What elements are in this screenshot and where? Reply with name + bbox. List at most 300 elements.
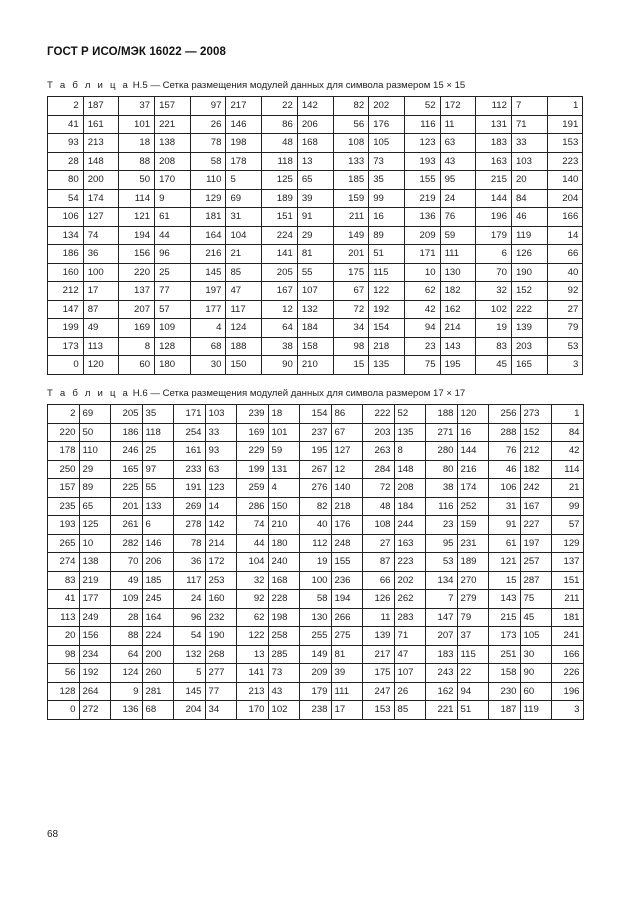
table-cell: 66: [547, 245, 583, 264]
table-cell: 99: [369, 189, 405, 208]
table-cell: 54: [48, 189, 84, 208]
table-cell: 281: [142, 682, 174, 701]
table-cell: 279: [457, 590, 489, 609]
table-cell: 109: [111, 590, 143, 609]
table-cell: 270: [457, 571, 489, 590]
table-cell: 224: [142, 627, 174, 646]
table-cell: 252: [457, 497, 489, 516]
table-cell: 83: [48, 571, 80, 590]
table-cell: 60: [520, 682, 552, 701]
table-cell: 171: [174, 405, 206, 424]
table-cell: 17: [83, 282, 119, 301]
table-cell: 221: [155, 115, 191, 134]
table-cell: 17: [331, 701, 363, 720]
table-cell: 123: [404, 134, 440, 153]
table-cell: 249: [79, 608, 111, 627]
table-cell: 170: [237, 701, 269, 720]
table-cell: 178: [226, 152, 262, 171]
table-cell: 34: [205, 701, 237, 720]
table-cell: 191: [547, 115, 583, 134]
table-cell: 95: [440, 171, 476, 190]
table-cell: 184: [394, 497, 426, 516]
table-cell: 131: [268, 460, 300, 479]
table-cell: 3: [547, 356, 583, 375]
table-cell: 58: [300, 590, 332, 609]
table-cell: 248: [331, 534, 363, 553]
table-cell: 9: [111, 682, 143, 701]
table-row: [48, 115, 583, 134]
table-cell: 0: [48, 356, 84, 375]
table-cell: 215: [489, 608, 521, 627]
table-cell: 142: [297, 97, 333, 116]
table-row: [48, 152, 583, 171]
table-cell: 119: [520, 701, 552, 720]
table-cell: 198: [268, 608, 300, 627]
table-cell: 114: [552, 460, 584, 479]
table-cell: 283: [394, 608, 426, 627]
table-cell: 58: [190, 152, 226, 171]
table-cell: 278: [174, 516, 206, 535]
table-cell: 188: [226, 337, 262, 356]
table-cell: 262: [394, 590, 426, 609]
table-cell: 169: [237, 423, 269, 442]
table-cell: 3: [552, 701, 584, 720]
table-cell: 286: [237, 497, 269, 516]
table-cell: 215: [476, 171, 512, 190]
table-cell: 200: [83, 171, 119, 190]
table-cell: 14: [547, 226, 583, 245]
table-cell: 106: [489, 479, 521, 498]
table-cell: 84: [511, 189, 547, 208]
table-cell: 185: [142, 571, 174, 590]
table-cell: 126: [511, 245, 547, 264]
table-cell: 157: [155, 97, 191, 116]
table-cell: 37: [457, 627, 489, 646]
table-cell: 213: [83, 134, 119, 153]
table-cell: 197: [190, 282, 226, 301]
table-cell: 166: [552, 645, 584, 664]
table-cell: 111: [440, 245, 476, 264]
table-cell: 195: [440, 356, 476, 375]
table-cell: 46: [489, 460, 521, 479]
table-cell: 22: [262, 97, 298, 116]
table-cell: 0: [48, 701, 80, 720]
table-cell: 272: [79, 701, 111, 720]
table-cell: 214: [440, 319, 476, 338]
table-cell: 273: [520, 405, 552, 424]
table-cell: 80: [48, 171, 84, 190]
table-cell: 207: [119, 300, 155, 319]
table-cell: 29: [79, 460, 111, 479]
table-cell: 41: [48, 115, 84, 134]
table-cell: 145: [190, 263, 226, 282]
table-cell: 54: [174, 627, 206, 646]
table-cell: 96: [174, 608, 206, 627]
table-cell: 81: [297, 245, 333, 264]
table-cell: 117: [174, 571, 206, 590]
table-h6-caption: [47, 388, 465, 399]
table-cell: 30: [520, 645, 552, 664]
table-cell: 211: [333, 208, 369, 227]
table-cell: 192: [79, 664, 111, 683]
table-cell: 24: [440, 189, 476, 208]
table-cell: 282: [111, 534, 143, 553]
table-cell: 105: [520, 627, 552, 646]
table-cell: 181: [190, 208, 226, 227]
table-cell: 103: [205, 405, 237, 424]
table-cell: 41: [48, 590, 80, 609]
table-cell: 196: [552, 682, 584, 701]
table-cell: 101: [119, 115, 155, 134]
table-cell: 119: [511, 226, 547, 245]
table-cell: 128: [48, 682, 80, 701]
table-cell: 115: [369, 263, 405, 282]
table-cell: 69: [226, 189, 262, 208]
table-cell: 144: [457, 442, 489, 461]
table-cell: 204: [547, 189, 583, 208]
table-cell: 75: [520, 590, 552, 609]
table-cell: 130: [440, 263, 476, 282]
table-cell: 99: [552, 497, 584, 516]
table-cell: 190: [511, 263, 547, 282]
table-cell: 39: [331, 664, 363, 683]
table-row: [48, 516, 584, 535]
table-cell: 86: [331, 405, 363, 424]
table-cell: 122: [369, 282, 405, 301]
table-cell: 177: [190, 300, 226, 319]
table-row: [48, 479, 584, 498]
table-cell: 170: [155, 171, 191, 190]
table-row: [48, 171, 583, 190]
table-row: [48, 534, 584, 553]
table-cell: 68: [142, 701, 174, 720]
table-row: [48, 208, 583, 227]
table-cell: 107: [297, 282, 333, 301]
table-cell: 168: [268, 571, 300, 590]
table-cell: 209: [300, 664, 332, 683]
table-cell: 112: [476, 97, 512, 116]
table-cell: 167: [520, 497, 552, 516]
page-number: 68: [47, 829, 59, 840]
table-cell: 146: [226, 115, 262, 134]
table-cell: 163: [476, 152, 512, 171]
table-cell: 285: [268, 645, 300, 664]
table-cell: 146: [142, 534, 174, 553]
table-cell: 186: [111, 423, 143, 442]
table-cell: 121: [489, 553, 521, 572]
table-cell: 45: [520, 608, 552, 627]
table-row: [48, 189, 583, 208]
table-cell: 35: [142, 405, 174, 424]
table-cell: 192: [369, 300, 405, 319]
table-cell: 51: [457, 701, 489, 720]
table-cell: 15: [489, 571, 521, 590]
table-cell: 177: [79, 590, 111, 609]
table-cell: 259: [237, 479, 269, 498]
table-cell: 1: [547, 97, 583, 116]
table-cell: 201: [333, 245, 369, 264]
table-cell: 260: [142, 664, 174, 683]
table-cell: 174: [457, 479, 489, 498]
table-cell: 217: [363, 645, 395, 664]
table-cell: 139: [363, 627, 395, 646]
table-cell: 11: [363, 608, 395, 627]
table-cell: 56: [333, 115, 369, 134]
table-row: [48, 645, 584, 664]
table-cell: 199: [48, 319, 84, 338]
table-cell: 40: [547, 263, 583, 282]
table-cell: 6: [476, 245, 512, 264]
table-cell: 243: [426, 664, 458, 683]
table-cell: 116: [426, 497, 458, 516]
table-cell: 240: [268, 553, 300, 572]
table-cell: 276: [300, 479, 332, 498]
table-row: [48, 300, 583, 319]
table-cell: 71: [394, 627, 426, 646]
table-cell: 22: [457, 664, 489, 683]
table-cell: 124: [226, 319, 262, 338]
table-cell: 238: [300, 701, 332, 720]
table-cell: 187: [489, 701, 521, 720]
table-cell: 47: [226, 282, 262, 301]
table-cell: 194: [331, 590, 363, 609]
table-cell: 203: [511, 337, 547, 356]
table-cell: 275: [331, 627, 363, 646]
table-cell: 106: [48, 208, 84, 227]
table-cell: 127: [83, 208, 119, 227]
table-cell: 15: [333, 356, 369, 375]
table-cell: 60: [119, 356, 155, 375]
table-cell: 134: [48, 226, 84, 245]
table-cell: 165: [511, 356, 547, 375]
table-cell: 179: [300, 682, 332, 701]
table-cell: 214: [205, 534, 237, 553]
table-cell: 152: [511, 282, 547, 301]
table-cell: 108: [333, 134, 369, 153]
table-cell: 74: [237, 516, 269, 535]
table-row: [48, 245, 583, 264]
table-cell: 96: [155, 245, 191, 264]
table-cell: 61: [489, 534, 521, 553]
table-cell: 13: [237, 645, 269, 664]
table-cell: 12: [262, 300, 298, 319]
table-cell: 56: [48, 664, 80, 683]
table-cell: 126: [363, 590, 395, 609]
table-cell: 212: [520, 442, 552, 461]
table-cell: 231: [457, 534, 489, 553]
table-cell: 212: [48, 282, 84, 301]
table-cell: 167: [262, 282, 298, 301]
table-cell: 156: [119, 245, 155, 264]
table-cell: 21: [552, 479, 584, 498]
table-cell: 221: [426, 701, 458, 720]
table-cell: 169: [119, 319, 155, 338]
table-cell: 132: [297, 300, 333, 319]
table-cell: 107: [394, 664, 426, 683]
table-cell: 11: [440, 115, 476, 134]
table-cell: 188: [426, 405, 458, 424]
table-cell: 222: [363, 405, 395, 424]
table-cell: 239: [237, 405, 269, 424]
table-cell: 157: [48, 479, 80, 498]
table-cell: 102: [476, 300, 512, 319]
table-cell: 158: [489, 664, 521, 683]
table-cell: 160: [205, 590, 237, 609]
table-cell: 208: [394, 479, 426, 498]
table-h5-caption: [47, 80, 465, 91]
table-cell: 75: [404, 356, 440, 375]
table-cell: 189: [262, 189, 298, 208]
table-cell: 73: [369, 152, 405, 171]
table-cell: 195: [300, 442, 332, 461]
table-cell: 78: [190, 134, 226, 153]
table-cell: 147: [48, 300, 84, 319]
table-cell: 19: [476, 319, 512, 338]
table-row: [48, 571, 584, 590]
table-cell: 225: [111, 479, 143, 498]
table-cell: 256: [489, 405, 521, 424]
table-cell: 18: [268, 405, 300, 424]
table-cell: 182: [440, 282, 476, 301]
table-cell: 87: [363, 553, 395, 572]
table-cell: 184: [297, 319, 333, 338]
table-cell: 117: [226, 300, 262, 319]
table-cell: 254: [174, 423, 206, 442]
table-cell: 175: [333, 263, 369, 282]
table-row: [48, 590, 584, 609]
table-cell: 34: [333, 319, 369, 338]
table-cell: 156: [79, 627, 111, 646]
table-cell: 268: [205, 645, 237, 664]
table-cell: 53: [547, 337, 583, 356]
table-cell: 144: [476, 189, 512, 208]
table-cell: 171: [404, 245, 440, 264]
table-cell: 115: [457, 645, 489, 664]
table-cell: 139: [511, 319, 547, 338]
table-cell: 26: [190, 115, 226, 134]
table-cell: 8: [119, 337, 155, 356]
table-cell: 50: [119, 171, 155, 190]
table-cell: 33: [511, 134, 547, 153]
table-cell: 220: [48, 423, 80, 442]
table-cell: 134: [426, 571, 458, 590]
table-label: Т а б л и ц а: [47, 80, 131, 91]
table-cell: 153: [363, 701, 395, 720]
table-cell: 66: [363, 571, 395, 590]
table-cell: 24: [174, 590, 206, 609]
table-cell: 284: [363, 460, 395, 479]
table-cell: 78: [174, 534, 206, 553]
table-cell: 205: [111, 405, 143, 424]
table-cell: 94: [404, 319, 440, 338]
table-cell: 164: [190, 226, 226, 245]
table-row: [48, 97, 583, 116]
table-cell: 137: [552, 553, 584, 572]
table-cell: 109: [155, 319, 191, 338]
table-cell: 182: [520, 460, 552, 479]
table-cell: 219: [79, 571, 111, 590]
table-cell: 67: [333, 282, 369, 301]
table-cell: 18: [119, 134, 155, 153]
table-cell: 159: [457, 516, 489, 535]
table-cell: 201: [111, 497, 143, 516]
table-cell: 154: [369, 319, 405, 338]
table-cell: 28: [48, 152, 84, 171]
table-cell: 30: [190, 356, 226, 375]
table-cell: 25: [155, 263, 191, 282]
table-cell: 127: [331, 442, 363, 461]
table-cell: 123: [205, 479, 237, 498]
table-cell: 82: [333, 97, 369, 116]
table-cell: 87: [83, 300, 119, 319]
table-cell: 88: [119, 152, 155, 171]
table-cell: 198: [226, 134, 262, 153]
table-cell: 218: [331, 497, 363, 516]
table-cell: 147: [426, 608, 458, 627]
table-cell: 105: [369, 134, 405, 153]
table-cell: 148: [394, 460, 426, 479]
table-cell: 39: [297, 189, 333, 208]
table-cell: 88: [111, 627, 143, 646]
table-cell: 141: [262, 245, 298, 264]
table-cell: 31: [226, 208, 262, 227]
table-cell: 141: [237, 664, 269, 683]
table-cell: 250: [48, 460, 80, 479]
table-cell: 103: [511, 152, 547, 171]
table-cell: 4: [268, 479, 300, 498]
table-cell: 90: [520, 664, 552, 683]
table-row: [48, 553, 584, 572]
table-cell: 187: [83, 97, 119, 116]
table-cell: 118: [262, 152, 298, 171]
table-cell: 162: [440, 300, 476, 319]
table-cell: 76: [489, 442, 521, 461]
table-cell: 95: [426, 534, 458, 553]
table-cell: 42: [404, 300, 440, 319]
table-cell: 151: [552, 571, 584, 590]
table-cell: 229: [237, 442, 269, 461]
table-cell: 59: [440, 226, 476, 245]
table-cell: 23: [404, 337, 440, 356]
table-cell: 228: [268, 590, 300, 609]
table-cell: 79: [547, 319, 583, 338]
table-cell: 159: [333, 189, 369, 208]
table-cell: 2: [48, 405, 80, 424]
table-cell: 166: [547, 208, 583, 227]
table-cell: 100: [83, 263, 119, 282]
table-cell: 79: [457, 608, 489, 627]
table-cell: 269: [174, 497, 206, 516]
table-cell: 38: [426, 479, 458, 498]
table-cell: 71: [511, 115, 547, 134]
table-row: [48, 701, 584, 720]
table-cell: 76: [440, 208, 476, 227]
table-cell: 165: [111, 460, 143, 479]
table-cell: 193: [404, 152, 440, 171]
table-cell: 51: [369, 245, 405, 264]
table-cell: 207: [426, 627, 458, 646]
table-cell: 112: [300, 534, 332, 553]
table-cell: 98: [333, 337, 369, 356]
table-row: [48, 405, 584, 424]
table-cell: 223: [547, 152, 583, 171]
table-cell: 23: [426, 516, 458, 535]
table-cell: 176: [369, 115, 405, 134]
table-cell: 227: [520, 516, 552, 535]
table-cell: 124: [111, 664, 143, 683]
table-cell: 125: [79, 516, 111, 535]
table-cell: 89: [369, 226, 405, 245]
